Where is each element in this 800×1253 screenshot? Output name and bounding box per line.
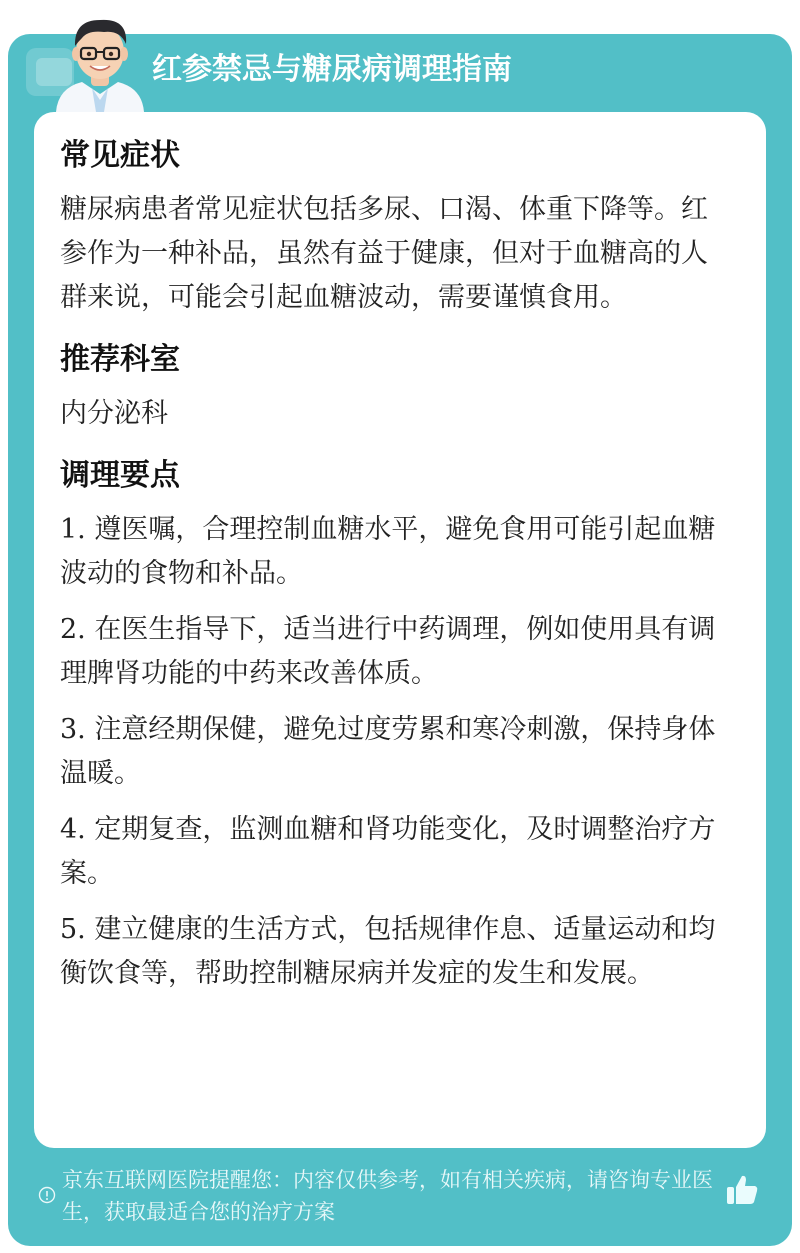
list-item: [60, 808, 734, 896]
list-item: [60, 608, 734, 696]
disclaimer-text: 京东互联网医院提醒您：内容仅供参考，如有相关疾病，请咨询专业医生，获取最适合您的治疗方案: [62, 1168, 713, 1224]
list-item-number: 3.: [60, 714, 86, 745]
section-title-care: 调理要点: [60, 458, 180, 493]
thumbs-up-icon[interactable]: [724, 1172, 760, 1208]
list-item-text: 遵医嘱，合理控制血糖水平，避免食用可能引起血糖波动的食物和补品。: [60, 514, 716, 589]
doctor-avatar: [48, 8, 152, 112]
list-item: [60, 708, 734, 796]
list-item-number: 2.: [60, 614, 86, 645]
content-card: [34, 112, 766, 1148]
symptoms-text: 糖尿病患者常见症状包括多尿、口渴、体重下降等。红参作为一种补品，虽然有益于健康，但对于血糖高的人群来说，可能会引起血糖波动，需要谨慎食用。: [60, 194, 708, 313]
list-item-text: 建立健康的生活方式，包括规律作息、适量运动和均衡饮食等，帮助控制糖尿病并发症的发生和发展。: [60, 914, 716, 989]
list-item: [60, 908, 734, 996]
list-item-number: 1.: [60, 514, 86, 545]
list-item: [60, 508, 734, 596]
department-text: 内分泌科: [60, 398, 168, 429]
list-item-text: 注意经期保健，避免过度劳累和寒冷刺激，保持身体温暖。: [60, 714, 716, 789]
list-item-text: 在医生指导下，适当进行中药调理，例如使用具有调理脾肾功能的中药来改善体质。: [60, 614, 716, 689]
info-icon: [38, 1186, 56, 1204]
content-body: [60, 134, 734, 996]
section-title-department: 推荐科室: [60, 342, 180, 377]
section-title-symptoms: 常见症状: [60, 138, 180, 173]
page-title: 红参禁忌与糖尿病调理指南: [152, 52, 512, 87]
list-item-text: 定期复查，监测血糖和肾功能变化，及时调整治疗方案。: [60, 814, 716, 889]
list-item-number: 5.: [60, 914, 86, 945]
list-item-number: 4.: [60, 814, 86, 845]
